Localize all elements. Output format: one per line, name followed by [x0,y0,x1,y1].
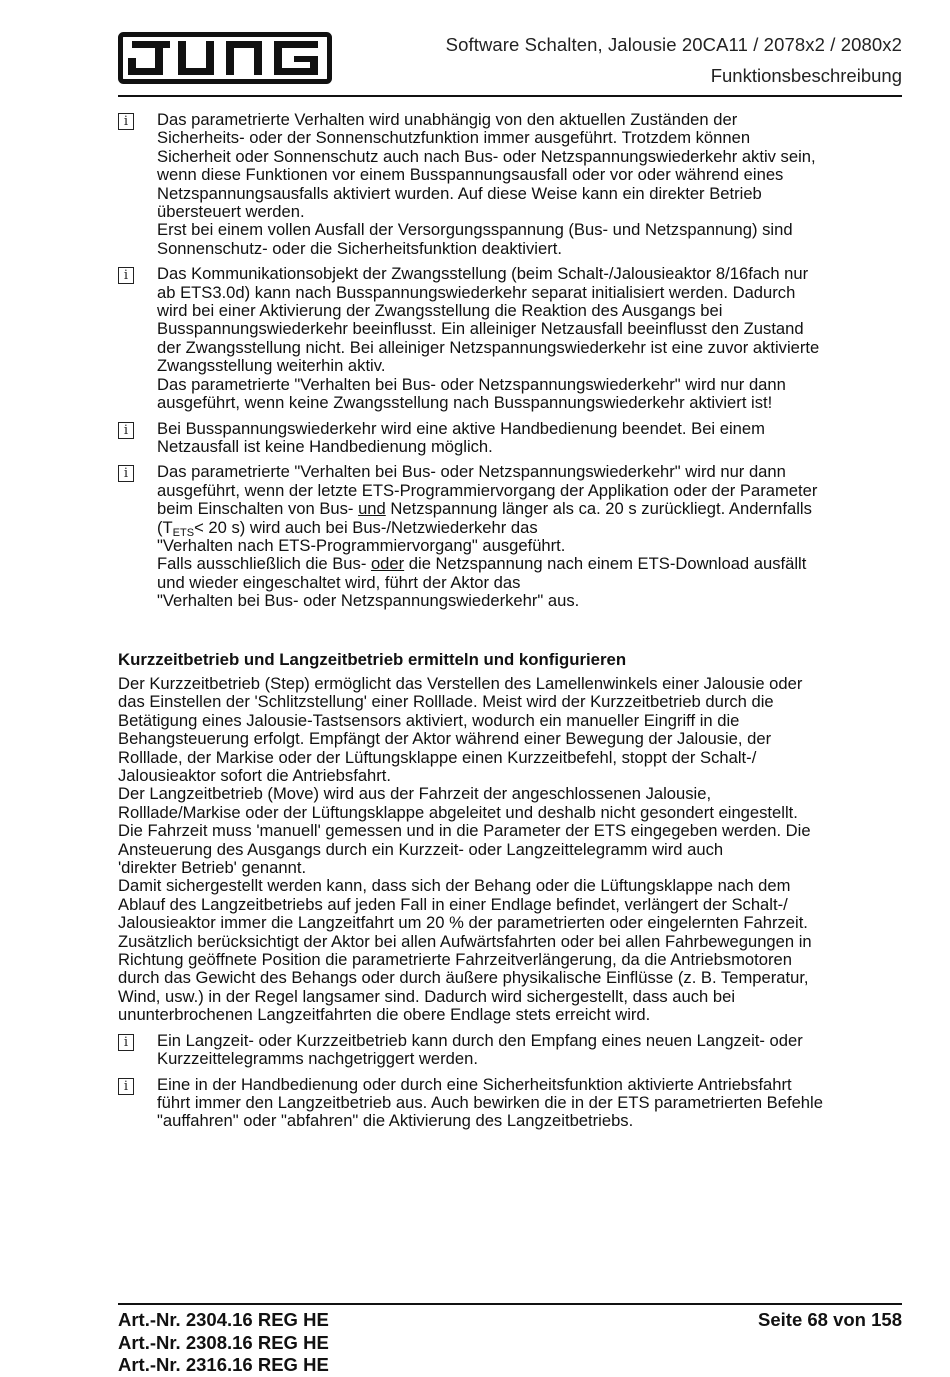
info-note [118,420,903,457]
document-subtitle: Funktionsbeschreibung [710,65,902,86]
info-note [118,1076,903,1131]
section-body: Der Kurzzeitbetrieb (Step) ermöglicht das Verstellen des Lamellenwinkels einer Jalousie oder das Einstellen der 'Schlitzstellung' einer Rolllade. Meist wird der Kurzzeitbetrieb durch die Betätigung eines Jalousie-Tastsensors aktiviert, wodurch ein manueller Eingriff in die Behangsteuerung erfolgt. Empfängt der Aktor während einer Bewegung der Jalousie, der Rolllade, der Markise oder der Lüftungsklappe einen Kurzzeitbefehl, stoppt der Schalt-/ Jalousieaktor sofort die Antriebsfahrt. Der Langzeitbetrieb (Move) wird aus der Fahrzeit der angeschlossenen Jalousie, Rolllade/Markise oder der Lüftungsklappe abgeleitet und deshalb nicht gesondert eingestellt. Die Fahrzeit muss 'manuell' gemessen und in die Parameter der ETS eingegeben werden. Die Ansteuerung des Ausgangs durch ein Kurzzeit- oder Langzeittelegramm wird auch 'direkter Betrieb' genannt. Damit sichergestellt werden kann, dass sich der Behang oder die Lüftungsklappe nach dem Ablauf des Langzeitbetriebs auf jeden Fall in einer Endlage befindet, verlängert der Schalt-/ Jalousieaktor immer die Langzeitfahrt um 20 % der parametrierten oder eingelernten Fahrzeit. Zusätzlich berücksichtigt der Aktor bei allen Aufwärtsfahrten oder bei allen Fahrbewegungen in Richtung geöffnete Position die parametrierte Fahrzeitverlängerung, da die Antriebsmotoren durch das Gewicht des Behangs oder durch äußere physikalische Einflüsse (z. B. Temperatur, Wind, usw.) in der Regel langsamer sind. Dadurch wird sichergestellt, dass auch bei ununterbrochenen Langzeitfahrten die obere Endlage stets erreicht wird. [118,673,812,1025]
underlined-und: und [358,499,386,519]
article-number: Art.-Nr. 2316.16 REG HE [118,1354,329,1375]
header-divider [118,95,902,97]
underlined-oder: oder [370,554,405,574]
info-note [118,265,903,412]
info-note-ets [118,463,903,610]
footer-divider [118,1303,902,1305]
page-content [118,111,903,1138]
info-icon: i [118,465,134,482]
article-number: Art.-Nr. 2304.16 REG HE [118,1309,329,1330]
page-number: Seite 68 von 158 [758,1309,902,1330]
info-icon: i [118,1034,134,1051]
info-icon: i [118,422,134,439]
section-heading: Kurzzeitbetrieb und Langzeitbetrieb ermitteln und konfigurieren [118,649,627,669]
info-icon: i [118,1078,134,1095]
info-icon: i [118,267,134,284]
note-text: Das parametrierte "Verhalten bei Bus- oder Netzspannungswiederkehr" wird nur dann ausgeführt, wenn der letzte ETS-Programmiervorgang der Applikation oder der Parameter beim Einschalten von Bus- und Netzspannung länger als ca. 20 s zurückliegt. Andernfalls ($T_{ETS}< 20$ s) wird auch bei Bus-/Netzwiederkehr das "Verhalten nach ETS-Programmiervorgang" ausgeführt. Falls ausschließlich die Bus- oder die Netzspannung nach einem ETS-Download ausfällt und wieder eingeschaltet wird, führt der Aktor das "Verhalten bei Bus- oder Netzspannungswiederkehr" aus. [157,462,818,611]
article-number: Art.-Nr. 2308.16 REG HE [118,1331,329,1353]
jung-logo [118,32,332,84]
article-numbers [118,1309,329,1377]
section-kurzzeitbetrieb [118,651,903,1025]
info-note [118,1032,903,1069]
subscript-ets: ETS [172,526,195,539]
info-icon: i [118,113,134,130]
note-text: Bei Busspannungswiederkehr wird eine aktive Handbedienung beendet. Bei einem Netzausfall ist keine Handbedienung möglich. [157,418,765,456]
document-title: Software Schalten, Jalousie 20CA11 / 2078x2 / 2080x2 [445,34,902,55]
note-text: Ein Langzeit- oder Kurzzeitbetrieb kann durch den Empfang eines neuen Langzeit- oder Kurzzeittelegramms nachgetriggert werden. [157,1030,803,1069]
note-text: Das Kommunikationsobjekt der Zwangsstellung (beim Schalt-/Jalousieaktor 8/16fach nur ab ETS3.0d) kann nach Busspannungswiederkehr separat initialisiert werden. Dadurch wird bei einer Aktivierung der Zwangsstellung die Reaktion des Ausgangs bei Busspannungswiederkehr beeinflusst. Ein alleiniger Netzausfall beeinflusst den Zustand der Zwangsstellung nicht. Bei alleiniger Netzspannungswiederkehr ist eine zuvor aktivierte Zwangsstellung weiterhin aktiv. Das parametrierte "Verhalten bei Bus- oder Netzspannungswiederkehr" wird nur dann ausgeführt, wenn keine Zwangsstellung nach Busspannungswiederkehr aktiviert ist! [157,264,820,413]
note-text: Eine in der Handbedienung oder durch eine Sicherheitsfunktion aktivierte Antriebsfahrt führt immer den Langzeitbetrieb aus. Auch bewirken die in der ETS parametrierten Befehle "auffahren" oder "abfahren" die Aktivierung des Langzeitbetriebs. [157,1074,823,1131]
info-note [118,111,903,258]
note-text: Das parametrierte Verhalten wird unabhängig von den aktuellen Zuständen der Sicherheits- oder der Sonnenschutzfunktion immer ausgeführt. Trotzdem können Sicherheit oder Sonnenschutz auch nach Bus- oder Netzspannungswiederkehr aktiv sein, wenn diese Funktionen vor einem Busspannungsausfall oder vor oder während eines Netzspannungsausfalls aktiviert wurden. Auf diese Weise kann ein direkter Betrieb übersteuert werden. Erst bei einem vollen Ausfall der Versorgungsspannung (Bus- und Netzspannung) sind Sonnenschutz- oder die Sicherheitsfunktion deaktiviert. [157,110,816,258]
